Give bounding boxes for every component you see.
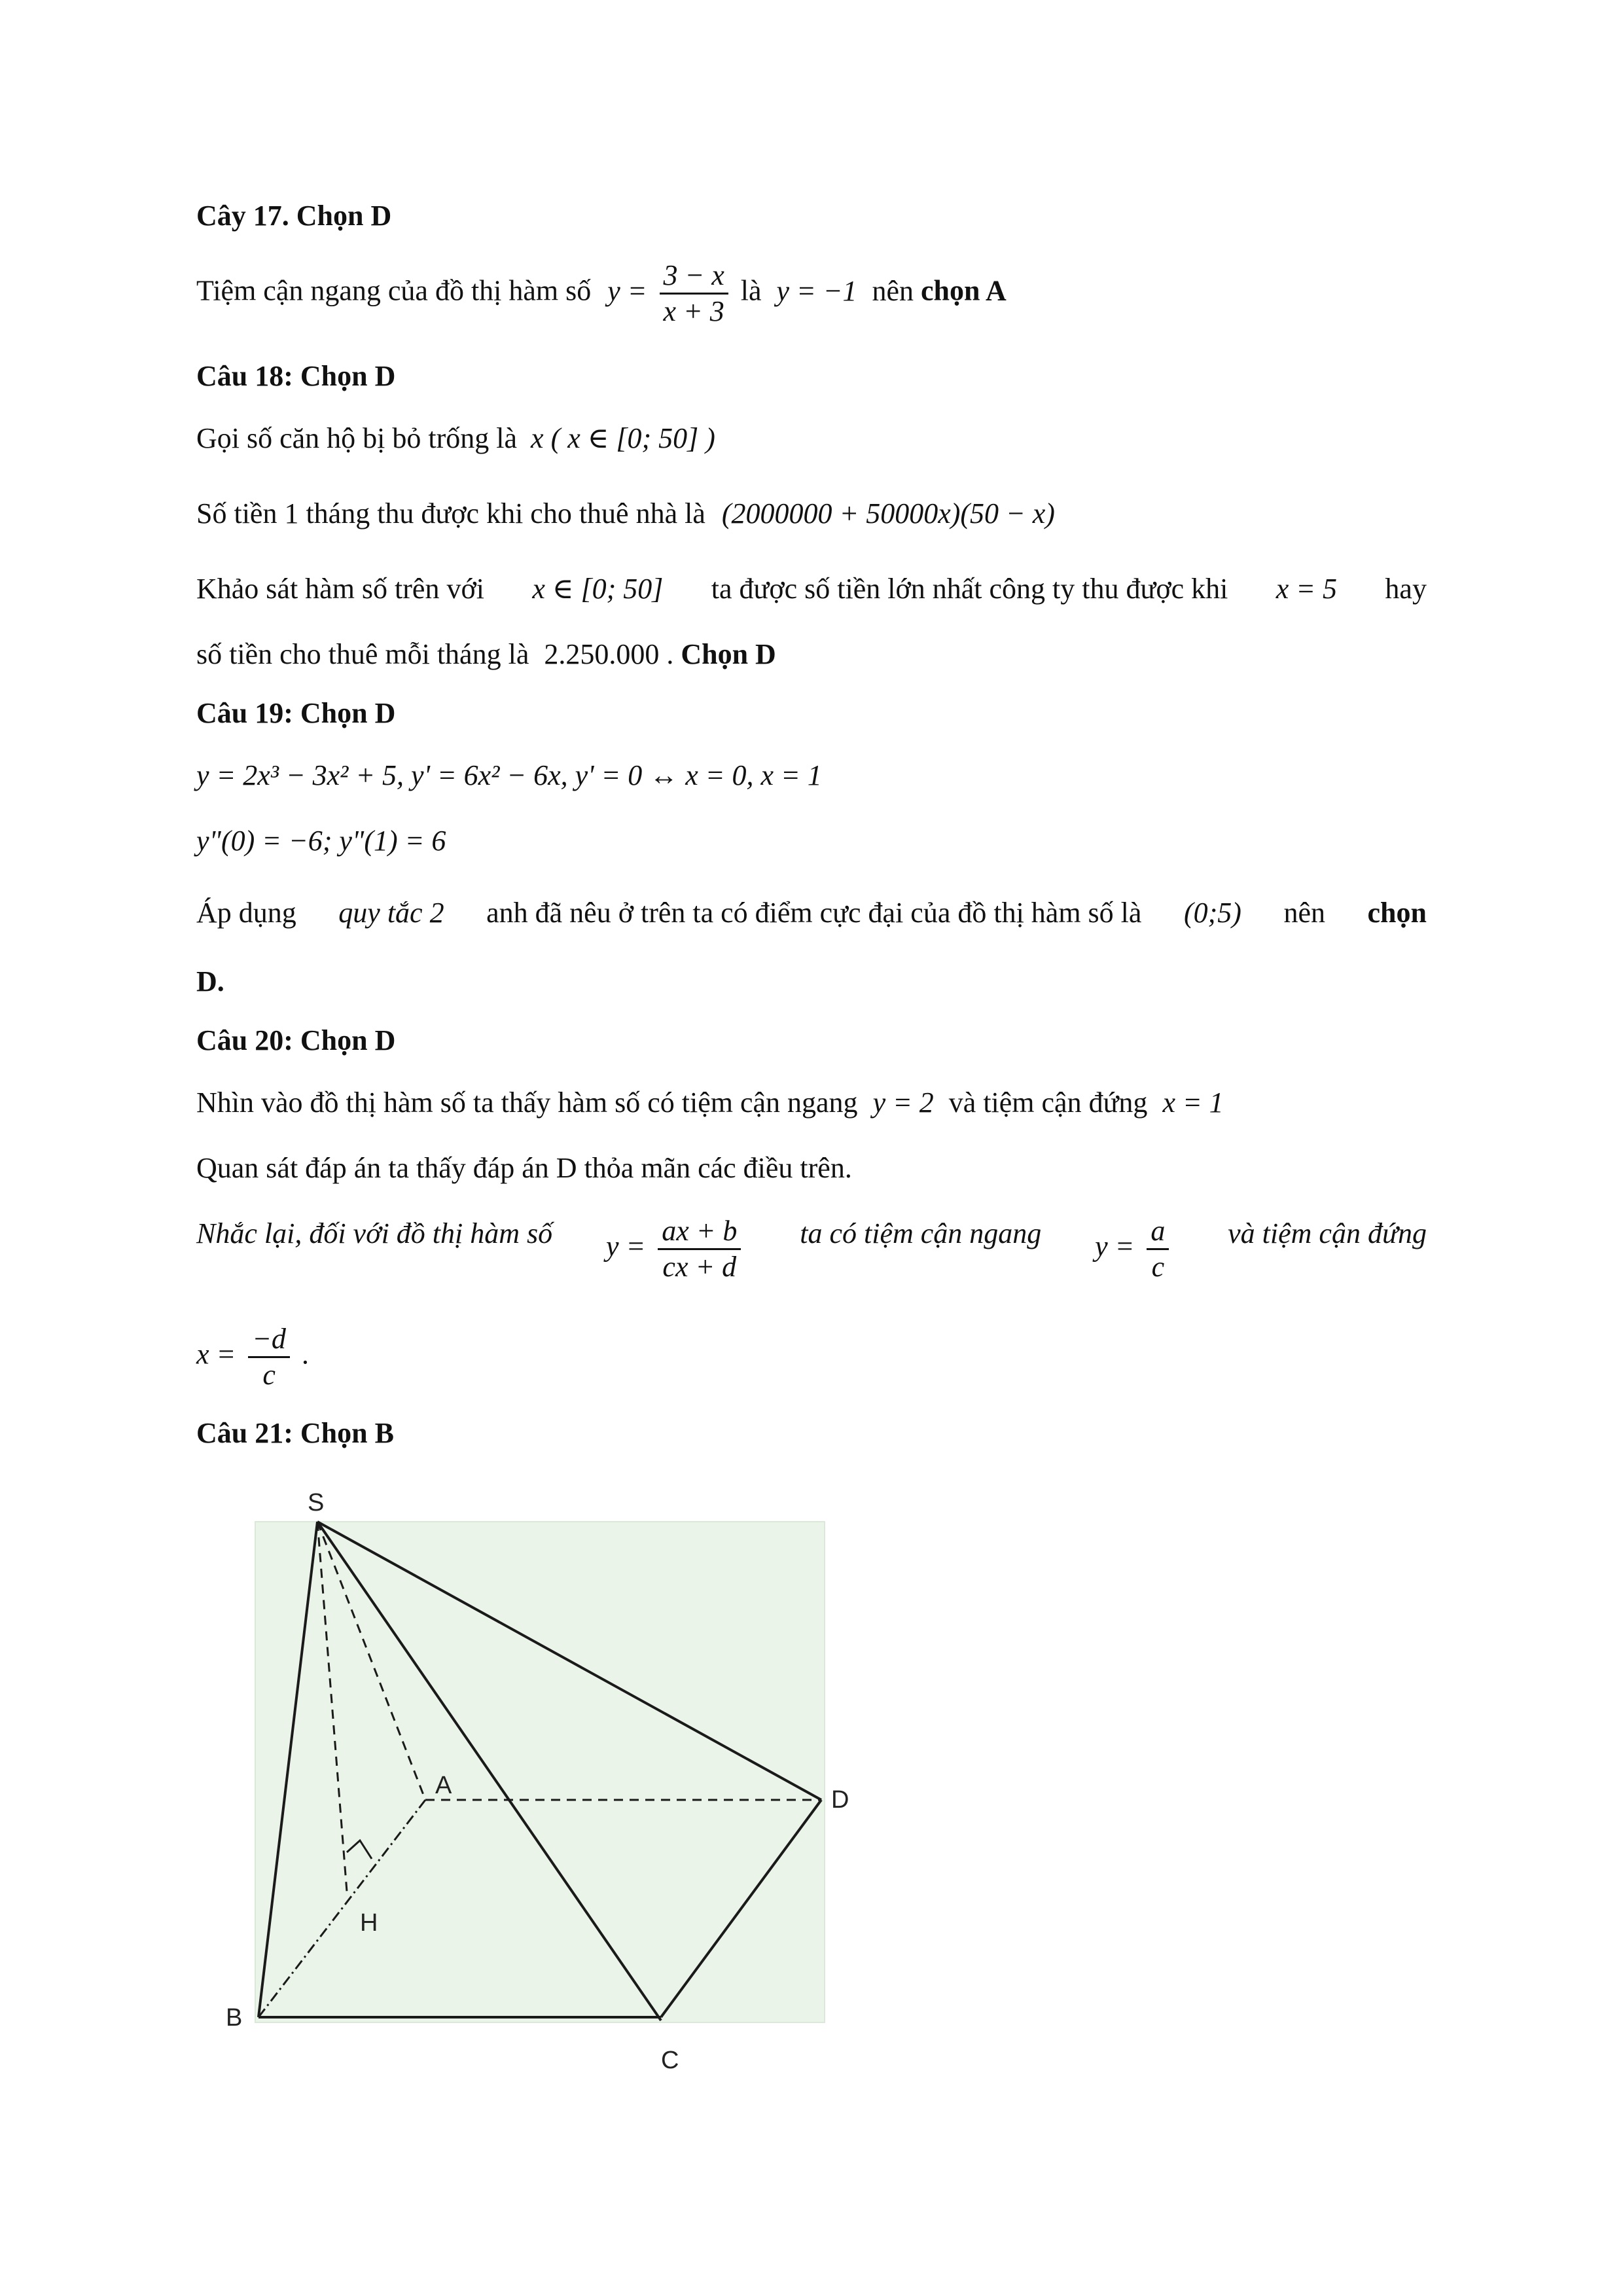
- q17-text-a: Tiệm cận ngang của đồ thị hàm số: [196, 274, 592, 307]
- q18-line2-math: (2000000 + 50000x)(50 − x): [721, 497, 1055, 529]
- q19-line2: y"(0) = −6; y"(1) = 6: [196, 825, 446, 857]
- q17-frac-den: x + 3: [663, 295, 724, 327]
- label-D: D: [831, 1786, 849, 1814]
- q17-choose: chọn A: [920, 274, 1007, 307]
- q20-line1: [196, 1083, 1224, 1122]
- q18-line4-value: 2.250.000 .: [544, 638, 674, 670]
- q17-text: [196, 259, 1007, 329]
- q19-line4: D.: [196, 965, 224, 997]
- q20-line3-expr2: [1095, 1214, 1174, 1284]
- q18-line1-text: Gọi số căn hộ bị bỏ trống là: [196, 422, 518, 454]
- q18-line3-c: hay: [1385, 573, 1427, 605]
- q18-line4-choose: Chọn D: [681, 638, 776, 670]
- q19-line3-point: (0;5): [1183, 897, 1241, 929]
- q20-line3-c: và tiệm cận đứng: [1228, 1217, 1427, 1249]
- q18-line1: [196, 419, 715, 458]
- q20-line4: [196, 1322, 310, 1392]
- q20-line3-den2: c: [1151, 1251, 1165, 1283]
- q21-heading: Câu 21: Chọn B: [196, 1417, 394, 1449]
- q20-line1-b: và tiệm cận đứng: [948, 1086, 1148, 1119]
- pyramid-figure: [209, 1473, 877, 2075]
- q20-line3-y: y =: [605, 1230, 646, 1263]
- q18-line3-math: x ∈ [0; 50]: [532, 573, 664, 605]
- q19-heading: Câu 19: Chọn D: [196, 697, 396, 729]
- q17-asymptote: y = −1: [776, 274, 857, 307]
- q20-line3-num2: a: [1147, 1214, 1169, 1250]
- q20-line3-expr: [606, 1214, 746, 1284]
- label-C: C: [661, 2047, 679, 2074]
- q17-frac-num: 3 − x: [660, 259, 728, 295]
- q17-text-c: nên: [872, 274, 914, 307]
- q20-line1-h: y = 2: [872, 1086, 934, 1119]
- q19-line3-c: nên: [1283, 897, 1325, 929]
- q20-line3-den: cx + d: [662, 1251, 737, 1283]
- q18-line1-math: x ( x ∈ [0; 50] ): [531, 422, 715, 454]
- q18-line3: [196, 569, 1427, 609]
- q18-line2-text: Số tiền 1 tháng thu được khi cho thuê nhà là: [196, 497, 705, 529]
- q20-line3-a: Nhắc lại, đối với đồ thị hàm số: [196, 1217, 553, 1249]
- label-B: B: [226, 2004, 243, 2032]
- q18-line3-x: x = 5: [1275, 573, 1338, 605]
- q19-line3: [196, 893, 1427, 933]
- q20-line1-a: Nhìn vào đồ thị hàm số ta thấy hàm số có tiệm cận ngang: [196, 1086, 858, 1119]
- q20-heading: Câu 20: Chọn D: [196, 1024, 396, 1056]
- q20-line3-num: ax + b: [658, 1214, 741, 1250]
- label-H: H: [360, 1909, 378, 1937]
- q20-line3-y2: y =: [1095, 1230, 1135, 1263]
- q17-heading: Cây 17. Chọn D: [196, 200, 392, 232]
- q19-line3-choose: chọn: [1367, 897, 1427, 929]
- q20-line3: [196, 1214, 1427, 1284]
- q20-line4-frac: [248, 1322, 290, 1392]
- q20-line4-den: c: [262, 1359, 276, 1391]
- label-A: A: [435, 1772, 452, 1799]
- q19-line1: y = 2x³ − 3x² + 5, y' = 6x² − 6x, y' = 0 ↔ x = 0, x = 1: [196, 759, 822, 791]
- q18-line2: [196, 494, 1055, 533]
- q18-line3-a: Khảo sát hàm số trên với: [196, 573, 484, 605]
- q18-line4: [196, 635, 776, 674]
- q20-line4-num: −d: [248, 1322, 290, 1358]
- q20-line3-b: ta có tiệm cận ngang: [800, 1217, 1042, 1249]
- q19-line3-b: anh đã nêu ở trên ta có điểm cực đại của đồ thị hàm số là: [486, 897, 1142, 929]
- q20-line4-end: .: [302, 1338, 310, 1371]
- q18-line3-b: ta được số tiền lớn nhất công ty thu được khi: [711, 573, 1228, 605]
- q20-line4-x: x =: [196, 1338, 236, 1371]
- q20-line1-v: x = 1: [1162, 1086, 1224, 1119]
- q20-line2: Quan sát đáp án ta thấy đáp án D thỏa mãn các điều trên.: [196, 1152, 852, 1184]
- q18-line4-text: số tiền cho thuê mỗi tháng là: [196, 638, 529, 670]
- q19-line3-a: Áp dụng: [196, 897, 296, 929]
- q17-fraction: [660, 259, 728, 329]
- q20-line3-frac2: [1147, 1214, 1169, 1284]
- q17-text-b: là: [740, 274, 762, 307]
- figure-background: [255, 1522, 825, 2022]
- label-S: S: [308, 1489, 325, 1516]
- q18-heading: Câu 18: Chọn D: [196, 360, 396, 392]
- q17-y-eq: y =: [607, 274, 647, 307]
- q20-line3-frac: [658, 1214, 741, 1284]
- q19-line3-rule: quy tắc 2: [338, 897, 444, 929]
- pyramid-diagram: [209, 1473, 877, 2075]
